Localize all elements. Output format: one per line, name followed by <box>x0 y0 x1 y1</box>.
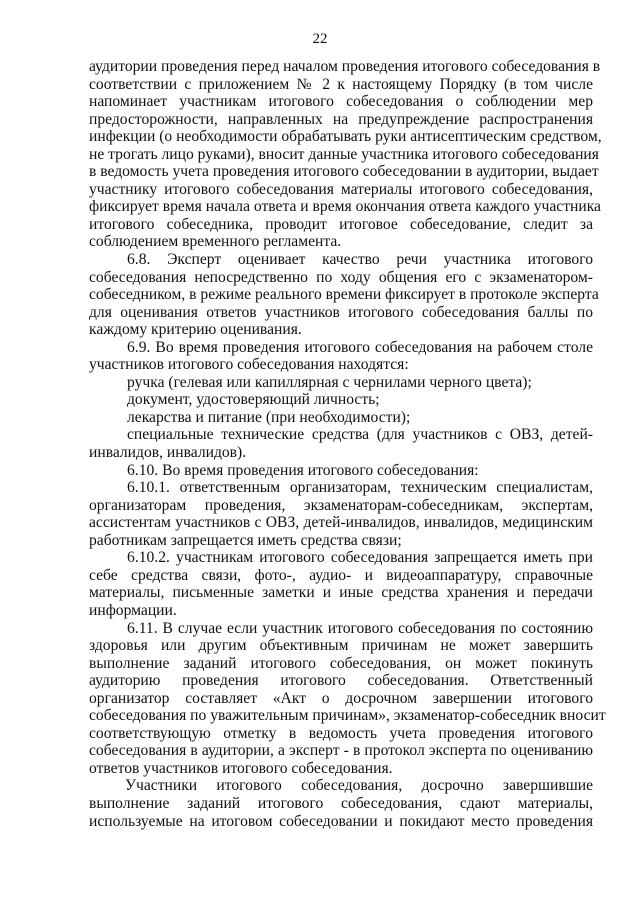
text-line: в ведомость учета проведения итогового собеседовании в аудитории, выдает <box>89 163 599 181</box>
text-line: Участники итогового собеседования, досрочно завершившие <box>125 777 593 795</box>
text-line: инфекции (о необходимости обрабатывать руки антисептическим средством, <box>89 128 602 146</box>
text-line: соответствующую отметку в ведомость учета проведения итогового <box>89 724 593 742</box>
text-line: собеседования непосредственно по ходу общения его с экзаменатором- <box>89 268 593 286</box>
text-line: 6.10.2. участникам итогового собеседования запрещается иметь при <box>127 549 593 567</box>
text-line: выполнение заданий итогового собеседования, он может покинуть <box>89 654 593 672</box>
text-line: информации. <box>89 601 177 619</box>
text-line: организатор составляет «Акт о досрочном завершении итогового <box>89 689 593 707</box>
text-line: работникам запрещается иметь средства связи; <box>89 531 402 549</box>
text-line: итогового собеседника, проводит итоговое собеседование, следит за <box>89 215 593 233</box>
text-line: 6.11. В случае если участник итогового собеседования по состоянию <box>127 619 593 637</box>
text-line: 6.8. Эксперт оценивает качество речи участника итогового <box>127 251 593 269</box>
text-line: фиксирует время начала ответа и время окончания ответа каждого участника <box>89 198 601 216</box>
text-line: себе средства связи, фото-, аудио- и видеоаппаратуру, справочные <box>89 566 593 584</box>
text-line: используемые на итоговом собеседовании и покидают место проведения <box>89 812 593 830</box>
text-line: 6.9. Во время проведения итогового собеседования на рабочем столе <box>127 338 593 356</box>
text-line: выполнение заданий итогового собеседования, сдают материалы, <box>89 794 593 812</box>
text-line: 6.10.1. ответственным организаторам, техническим специалистам, <box>127 479 593 497</box>
text-line: не трогать лицо руками), вносит данные участника итогового собеседования <box>89 145 599 163</box>
text-line: организаторам проведения, экзаменаторам-собеседникам, экспертам, <box>89 496 593 514</box>
page-number: 22 <box>312 31 328 47</box>
text-line: аудиторию проведения итогового собеседования. Ответственный <box>89 672 593 690</box>
text-line: ручка (гелевая или капиллярная с чернилами черного цвета); <box>127 373 532 391</box>
text-line: собеседования по уважительным причинам», экзаменатор-собеседник вносит <box>89 707 606 725</box>
text-line: аудитории проведения перед началом проведения итогового собеседования в <box>89 58 601 75</box>
text-line: соблюдением временного регламента. <box>89 233 342 251</box>
text-line: участников итогового собеседования находятся: <box>89 356 409 374</box>
text-line: для оценивания ответов участников итогового собеседования баллы по <box>89 303 593 321</box>
text-line: инвалидов, инвалидов). <box>89 444 247 462</box>
text-line: здоровья или другим объективным причинам не может завершить <box>89 637 593 655</box>
text-line: ассистентам участников с ОВЗ, детей-инвалидов, инвалидов, медицинским <box>89 514 593 532</box>
text-line: напоминает участникам итогового собеседования о соблюдении мер <box>89 93 593 111</box>
text-line: ответов участников итогового собеседования. <box>89 759 393 777</box>
text-line: специальные технические средства (для участников с ОВЗ, детей- <box>127 426 593 444</box>
text-line: материалы, письменные заметки и иные средства хранения и передачи <box>89 584 593 602</box>
document-body <box>89 58 606 830</box>
text-line: участнику итогового собеседования материалы итогового собеседования, <box>89 180 593 198</box>
text-line: предосторожности, направленных на предупреждение распространения <box>89 110 593 128</box>
text-line: собеседования в аудитории, а эксперт - в протокол эксперта по оцениванию <box>89 742 593 760</box>
text-line: лекарства и питание (при необходимости); <box>127 408 411 426</box>
text-line: собеседником, в режиме реального времени фиксирует в протоколе эксперта <box>89 286 599 304</box>
text-line: документ, удостоверяющий личность; <box>127 391 380 409</box>
text-line: 6.10. Во время проведения итогового собеседования: <box>127 461 479 479</box>
text-line: соответствии с приложением № 2 к настоящему Порядку (в том числе <box>89 75 593 93</box>
text-line: каждому критерию оценивания. <box>89 321 302 339</box>
